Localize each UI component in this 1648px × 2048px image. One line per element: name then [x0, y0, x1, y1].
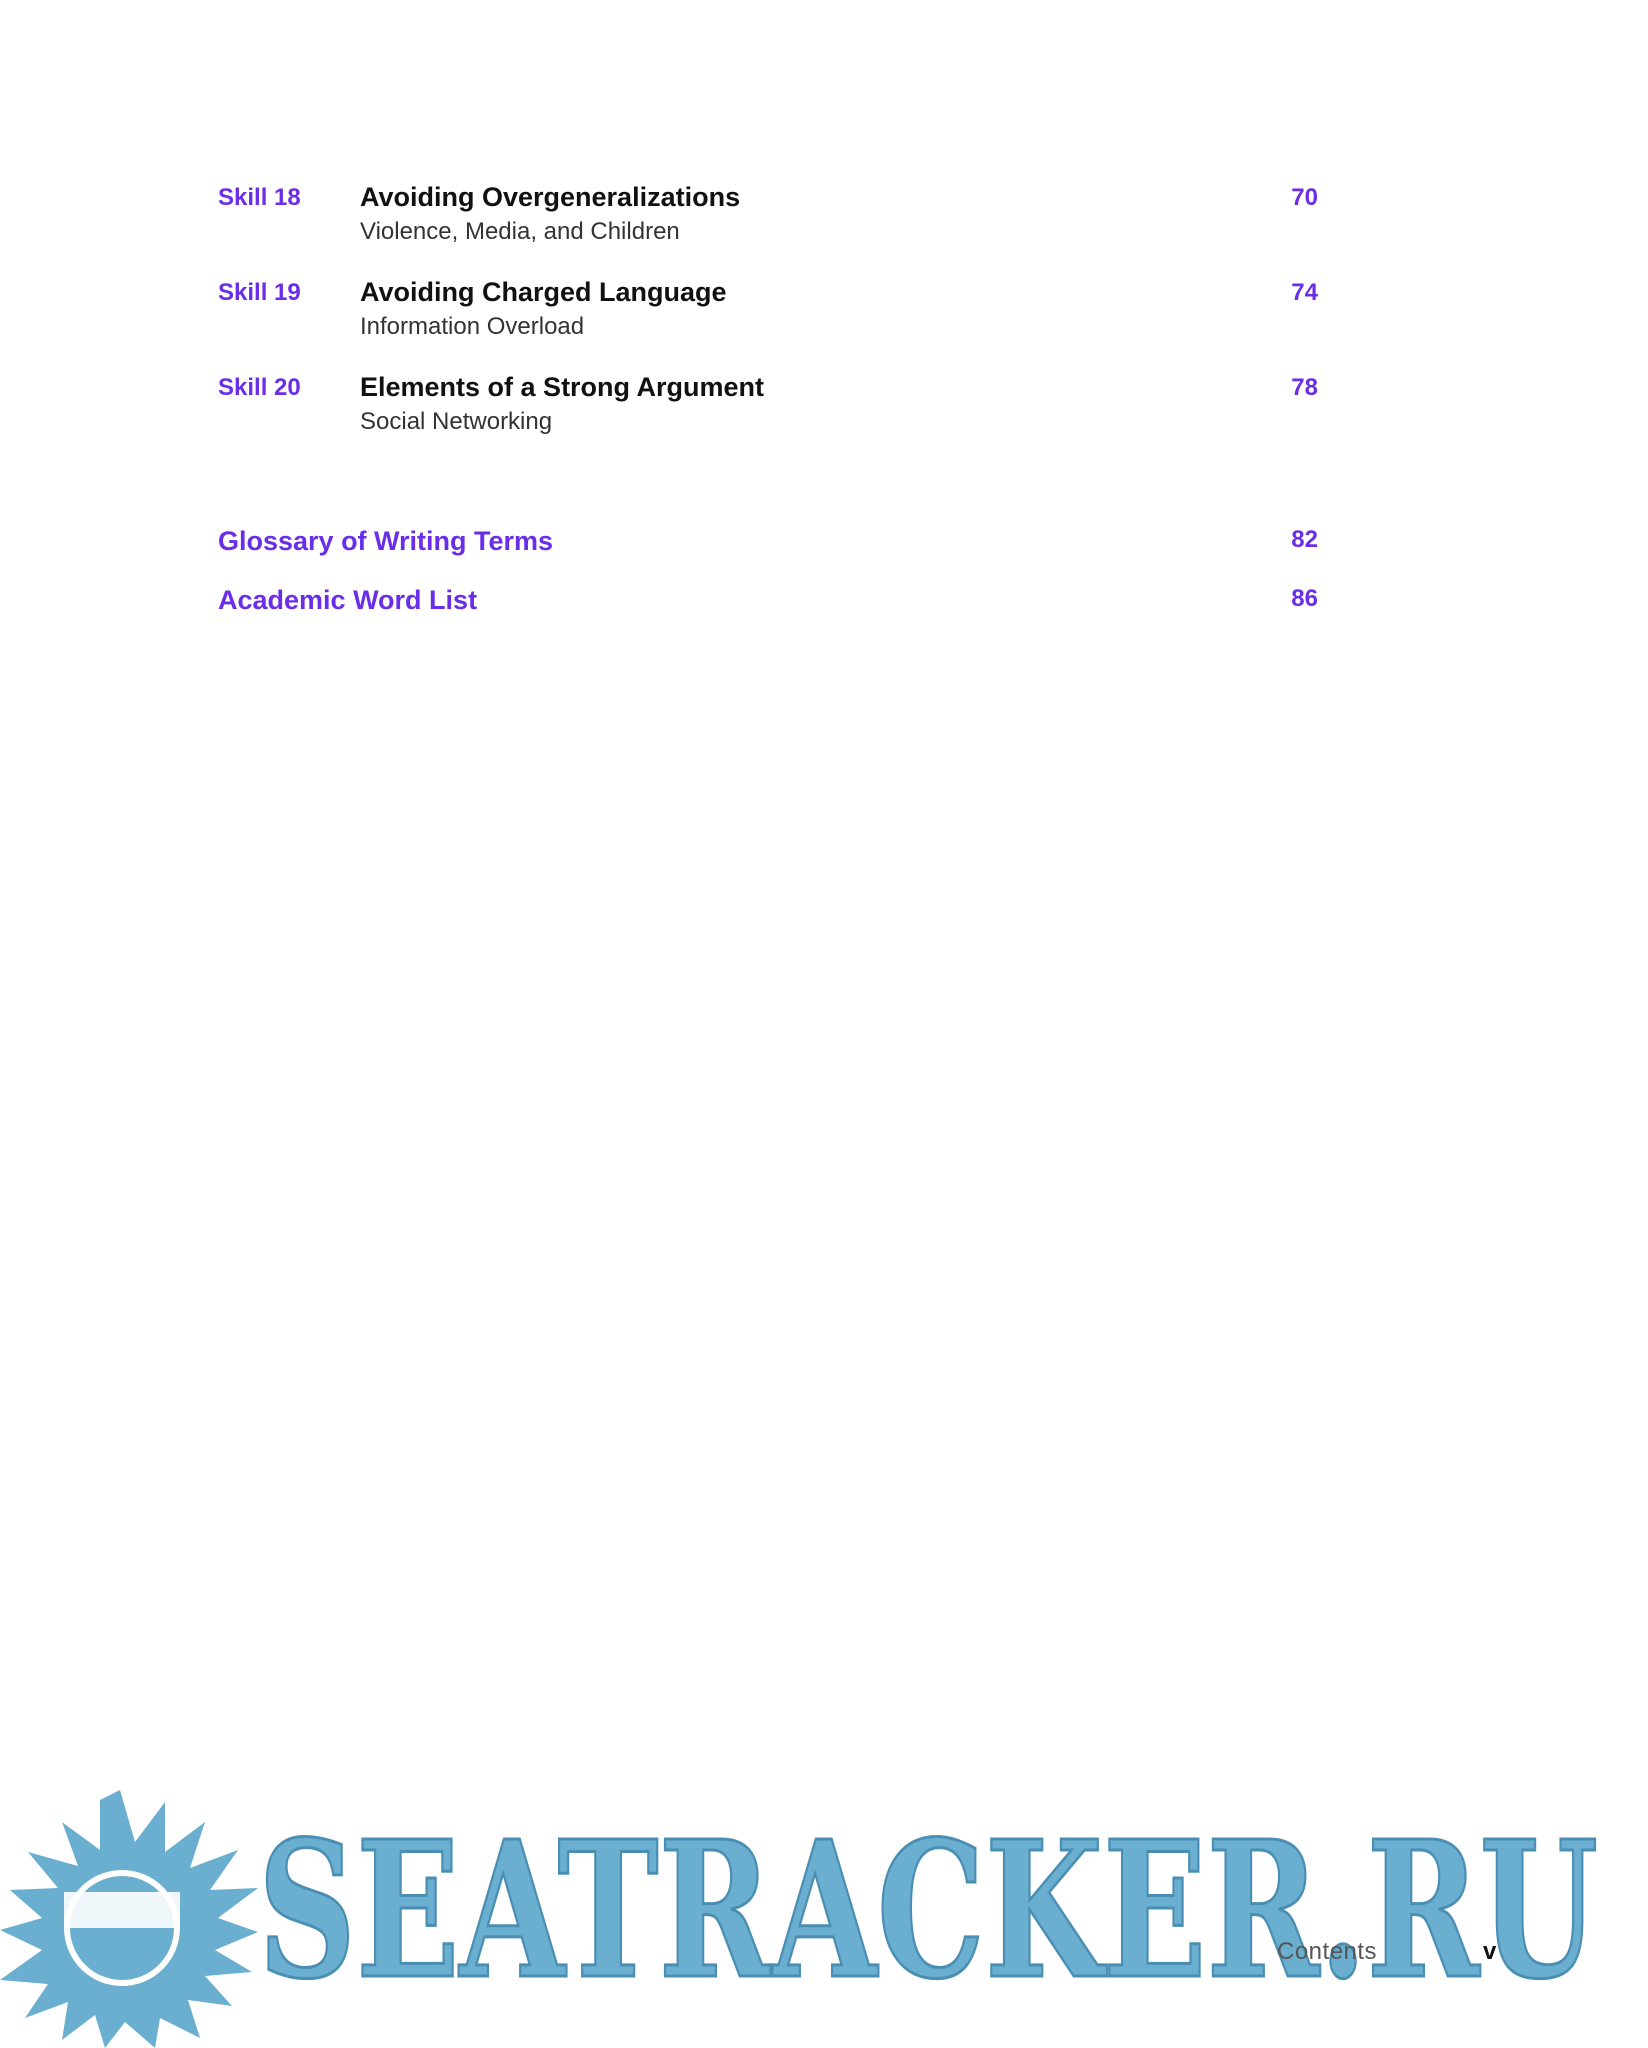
watermark-text: SEATRACKER.RU: [258, 1800, 1598, 2021]
toc-entry-skill-20[interactable]: [218, 374, 1318, 454]
toc-entry-academic-word-list[interactable]: [218, 585, 1318, 625]
page-number: 86: [1291, 585, 1318, 612]
skill-subtitle: Violence, Media, and Children: [360, 218, 680, 245]
skill-number: Skill 19: [218, 279, 301, 306]
academic-word-list-title: Academic Word List: [218, 585, 478, 615]
toc-entry-skill-19[interactable]: [218, 279, 1318, 359]
watermark: [0, 1790, 1648, 2048]
skill-subtitle: Social Networking: [360, 408, 553, 435]
page-number: 78: [1291, 374, 1318, 401]
skill-title: Avoiding Charged Language: [360, 277, 727, 307]
skill-title: Elements of a Strong Argument: [360, 372, 765, 402]
footer-page-number: v: [1483, 1938, 1497, 1965]
footer-section-label: Contents: [1277, 1938, 1378, 1965]
toc-entry-skill-18[interactable]: [218, 184, 1318, 264]
skill-subtitle: Information Overload: [360, 313, 585, 340]
skill-number: Skill 18: [218, 184, 301, 211]
sun-logo-icon: [0, 1790, 258, 2048]
page-number: 74: [1291, 279, 1318, 306]
toc-entry-glossary[interactable]: [218, 526, 1318, 566]
glossary-title: Glossary of Writing Terms: [218, 526, 554, 556]
page-number: 70: [1291, 184, 1318, 211]
skill-title: Avoiding Overgeneralizations: [360, 182, 741, 212]
page-number: 82: [1291, 526, 1318, 553]
skill-number: Skill 20: [218, 374, 301, 401]
